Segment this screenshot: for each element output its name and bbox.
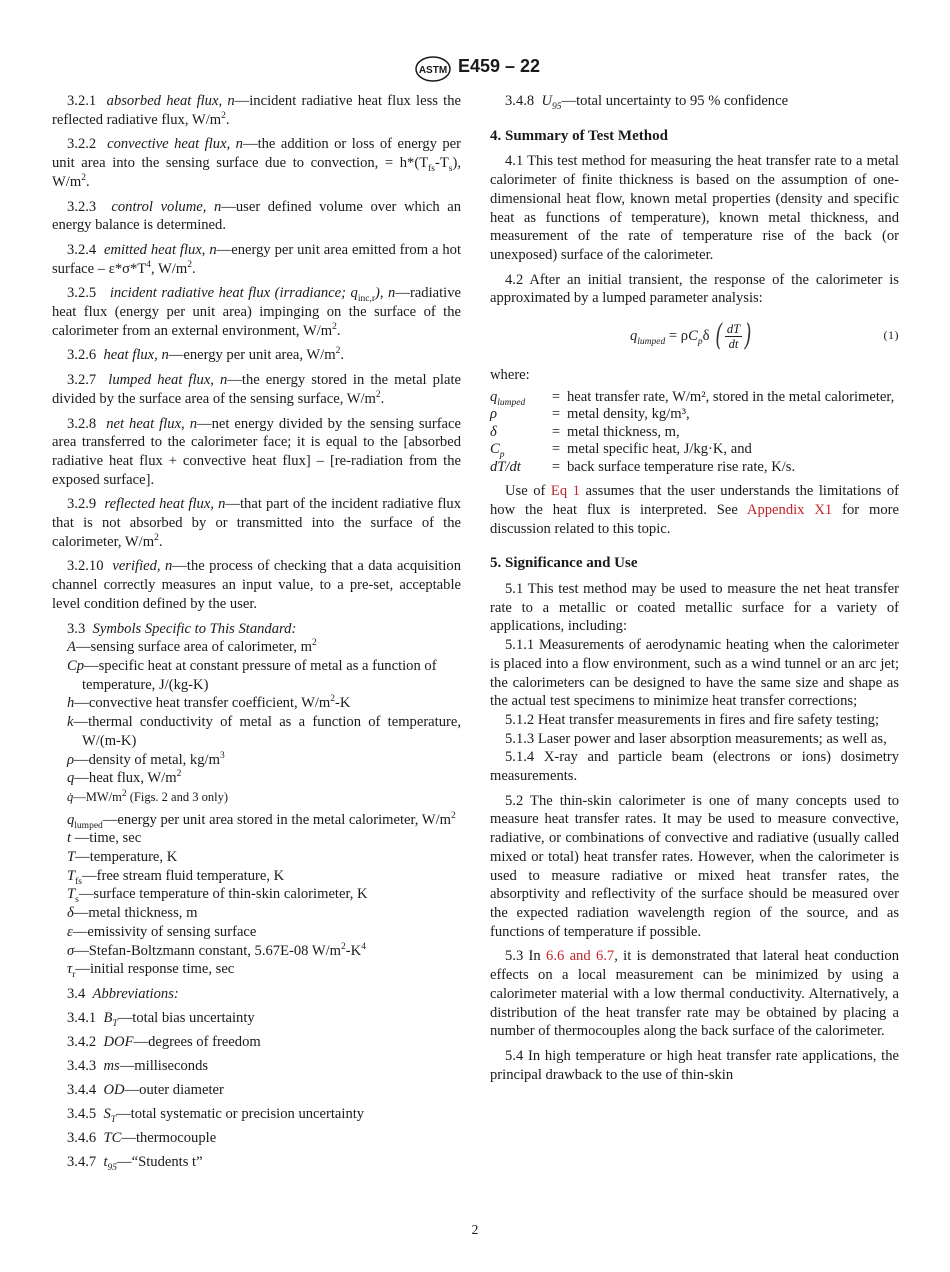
- para-5-1-4: 5.1.4 X-ray and particle beam (electrons or ions) dosimetry measurements.: [490, 749, 899, 785]
- symbol-qdot: $q̇—MW/m^2$ (Figs. 2 and 3 only): [67, 788, 228, 804]
- equation-1: [490, 314, 899, 358]
- symbol-Tfs: $T_{fs}—free$ stream fluid temperature, K: [67, 867, 285, 887]
- right-column: [490, 92, 899, 1090]
- para-5-1: 5.1 This test method may be used to measure the net heat transfer rate to a metallic or coated metallic surface for a variety of applications, including:: [490, 581, 899, 635]
- where-table: [490, 389, 899, 477]
- page-number: 2: [471, 1222, 479, 1237]
- symbol-t: t —time, sec: [67, 830, 142, 847]
- logo-text: ASTM: [418, 65, 448, 76]
- symbol-q-lumped: $q_{lumped}—energy$ per unit area stored in the metal calorimeter, $W/m^2$: [67, 810, 456, 831]
- symbol-delta: δ—metal thickness, m: [67, 905, 198, 922]
- para-5-1-1: 5.1.1 Measurements of aerodynamic heating when the calorimeter is placed into a flow environment, such as a wind tunnel or an arc jet; the calorimeters can be designed to have the same size and shape as the actual test specimens to minimize heat transfer corrections;: [490, 637, 899, 710]
- def-3-2-3: 3.2.3 control volume, n—user defined volume over which an energy balance is determined.: [52, 198, 462, 234]
- symbol-tau: $\tau_r—initial$ response time, sec: [67, 961, 235, 981]
- def-3-2-9: 3.2.9 reflected heat flux, n—that part of the incident radiative flux that is not absorbed by or transmitted into the surface of the calorimeter, $W/m^2$.: [52, 496, 461, 550]
- appendix-x1-link[interactable]: Appendix X1: [746, 501, 833, 518]
- where-row: $C_p$ = metal specific heat, J/kg·K, and: [490, 441, 752, 461]
- standard-designation: E459 – 22: [458, 56, 541, 76]
- symbol-k: k—thermal conductivity of metal as a function of temperature, W/(m-K): [67, 714, 461, 749]
- symbol-Cp: Cp—specific heat at constant pressure of metal as a function of temperature, J/(kg-K): [67, 657, 437, 693]
- section-6-6-6-7-link[interactable]: 6.6 and 6.7: [546, 948, 615, 965]
- symbol-sigma: σ—Stefan-Boltzmann constant, 5.67E-08 $W/m^2-K^4$: [67, 941, 366, 959]
- abbr-3-4-6: 3.4.6 TC—thermocouple: [67, 1129, 217, 1146]
- symbol-epsilon: ε—emissivity of sensing surface: [67, 923, 257, 940]
- para-4-1: 4.1 This test method for measuring the heat transfer rate to a metal calorimeter of finite thickness is based on the assumption of one-dimensional heat flow, known metal properties (density and specific heat as functions of temperature), known metal thickness, and measurement of the rate of temperature rise of the back (or unexposed) surface of the calorimeter.: [490, 153, 899, 263]
- def-3-2-2: 3.2.2 convective heat flux, n—the addition or loss of energy per unit area into the sensing surface due to convection, = $h*(T_{fs}-T_s)$, $W/m^2$.: [52, 136, 462, 190]
- para-5-2: 5.2 The thin-skin calorimeter is one of many concepts used to measure heat transfer rates. It may be used to measure convective, radiative, or combinations of convective and radiative (usually called mixed or total) heat transfer rates. However, when the calorimeter is used to measure radiative or mixed heat transfer rates, the absorptivity and reflectivity of the surface should be measured over the expected radiation wavelength region of the source, and as functions of temperature if possible.: [490, 792, 899, 940]
- where-row: ρ = metal density, kg/m³,: [490, 406, 690, 423]
- def-3-2-7: 3.2.7 lumped heat flux, n—the energy stored in the metal plate divided by the surface area of the sensing surface, $W/m^2$.: [52, 372, 461, 407]
- section-4-heading: 4. Summary of Test Method: [490, 127, 668, 144]
- def-3-2-10: 3.2.10 verified, n—the process of checking that a data acquisition channel correctly measures an input value, to a pre-set, acceptable level condition defined by the user.: [52, 558, 461, 612]
- section-5-heading: 5. Significance and Use: [490, 555, 638, 572]
- abbr-3-4-2: 3.4.2 DOF—degrees of freedom: [67, 1033, 261, 1050]
- para-5-1-2: 5.1.2 Heat transfer measurements in fires and fire safety testing;: [505, 711, 880, 728]
- def-3-2-4: 3.2.4 emitted heat flux, n—energy per unit area emitted from a hot surface – $\varepsilon*\sigma*T^4$, $W/m^2$.: [52, 241, 461, 277]
- def-3-2-1: 3.2.1 absorbed heat flux, n—incident radiative heat flux less the reflected radiative flux, $W/m^2$.: [52, 93, 461, 128]
- abbr-3-4-7: 3.4.7 $t_{95}—“Students$ t”: [67, 1153, 203, 1173]
- symbol-Ts: $T_s—surface$ temperature of thin-skin calorimeter, K: [67, 886, 368, 906]
- where-row: δ = metal thickness, m,: [490, 423, 680, 440]
- where-row: dT/dt = back surface temperature rise rate, K/s.: [490, 458, 796, 475]
- def-3-2-5: 3.2.5 incident radiative heat flux (irradiance; $q_{inc,r}$), n—radiative heat flux (energy per unit area) impinging on the surface of the calorimeter from an external environment, $W/m^2$.: [52, 285, 461, 339]
- abbr-3-4-5: 3.4.5 $S_T—total$ systematic or precision uncertainty: [67, 1105, 365, 1125]
- abbr-3-4-8: 3.4.8 $U_{95}—total$ uncertainty to 95 % confidence: [505, 93, 789, 112]
- section-3-4-heading: 3.4 Abbreviations:: [67, 985, 179, 1002]
- abbr-3-4-4: 3.4.4 OD—outer diameter: [67, 1081, 224, 1098]
- section-3-3-heading: 3.3 Symbols Specific to This Standard:: [67, 620, 297, 637]
- eq-1-link[interactable]: Eq 1: [550, 483, 580, 500]
- para-5-4: 5.4 In high temperature or high heat transfer rate applications, the principal drawback to the use of thin-skin: [490, 1047, 899, 1083]
- equation-number: (1): [883, 328, 899, 343]
- left-column: [52, 92, 461, 1177]
- def-3-2-6: 3.2.6 heat flux, n—energy per unit area, $W/m^2$.: [67, 346, 344, 364]
- symbol-h: h—convective heat transfer coefficient, $W/m^2-K$: [67, 694, 351, 712]
- para-use-of-eq: Use of Eq 1 assumes that the user understands the limitations of how the heat flux is interpreted. See Appendix X1 for more discussion related to this topic.: [490, 483, 899, 537]
- where-row: $q_{lumped}$ = heat transfer rate, W/m², stored in the metal calorimeter,: [490, 388, 895, 408]
- symbol-T: T—temperature, K: [67, 849, 178, 866]
- abbr-3-4-3: 3.4.3 ms—milliseconds: [67, 1057, 209, 1074]
- symbols-list: [52, 638, 461, 979]
- astm-logo-icon: [414, 56, 452, 82]
- para-5-1-3: 5.1.3 Laser power and laser absorption measurements; as well as,: [505, 730, 887, 747]
- abbr-3-4-1: 3.4.1 $B_T—total$ bias uncertainty: [67, 1009, 255, 1029]
- equation-expression: $q_{lumped} = \rho C_p\delta$ ( $\frac{dT}{dt}$ ): [630, 318, 752, 354]
- def-3-2-8: 3.2.8 net heat flux, n—net energy divided by the sensing surface area transferred to the calorimeter face; it is equal to the [absorbed radiative heat flux + convective heat flux] – [re-radiation from the exposed surface].: [52, 415, 461, 488]
- where-label: where:: [490, 367, 530, 384]
- symbol-q: q—heat flux, $W/m^2$: [67, 769, 182, 787]
- para-5-3: 5.3 In 6.6 and 6.7, it is demonstrated that lateral heat conduction effects on a local measurement can be minimized by using a calorimeter material with a low thermal conductivity. Alternatively, a distribution of the heat transfer rate may be obtained by placing a number of thermocouples along the back surface of the calorimeter.: [490, 948, 899, 1040]
- symbol-rho: ρ—density of metal, $kg/m^3$: [67, 750, 225, 768]
- para-4-2: 4.2 After an initial transient, the response of the calorimeter is approximated by a lumped parameter analysis:: [490, 271, 899, 307]
- symbol-A: A—sensing surface area of calorimeter, $m^2$: [67, 638, 317, 656]
